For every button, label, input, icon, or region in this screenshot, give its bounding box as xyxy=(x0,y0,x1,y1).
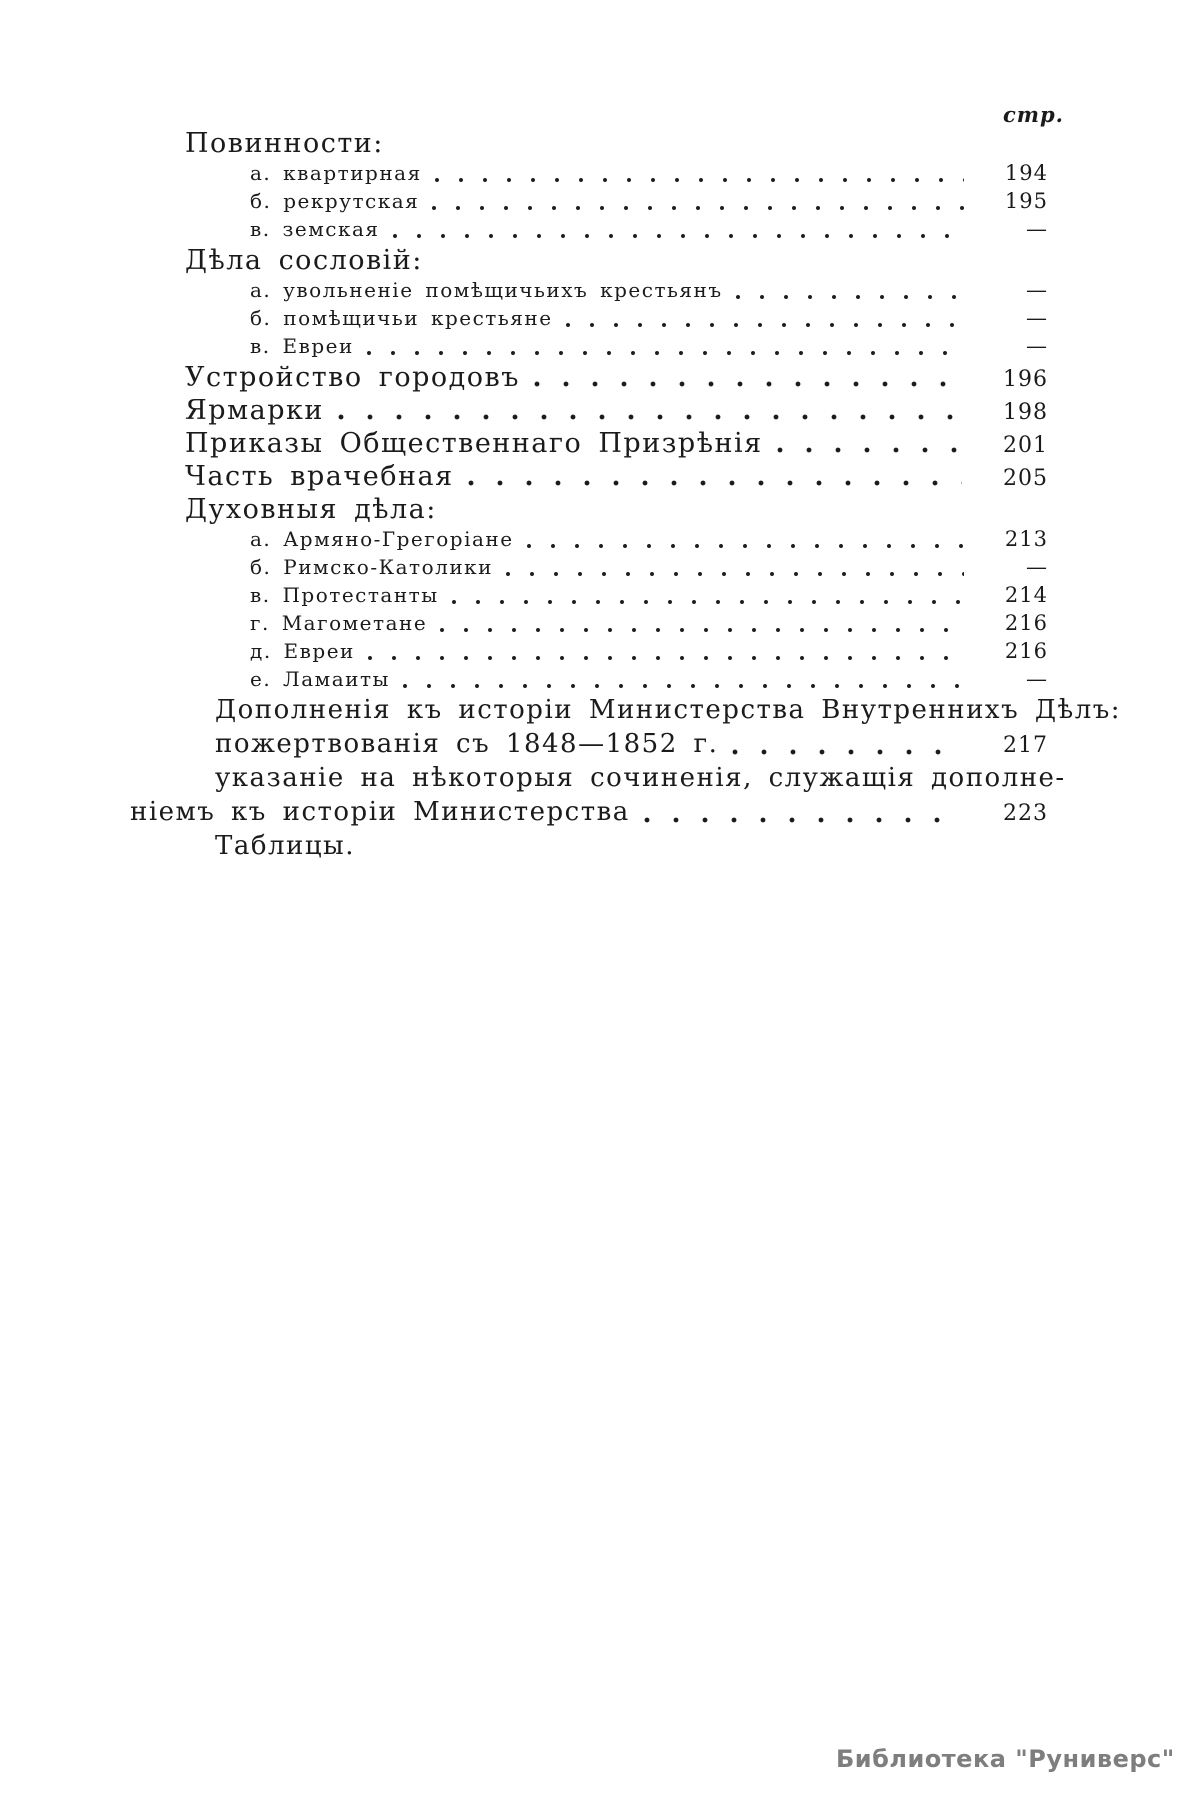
toc-entry-label: Повинности: xyxy=(185,128,384,159)
toc-entry-label: Дополненія къ исторіи Министерства Внутреннихъ Дѣлъ: xyxy=(215,695,1122,725)
toc-entry xyxy=(130,797,1048,831)
toc-entry xyxy=(250,278,1048,306)
leader-dots xyxy=(451,598,964,606)
toc-entry xyxy=(215,729,1048,763)
toc-entry-page: — xyxy=(1026,306,1048,330)
toc-entry-label: ніемъ къ исторіи Министерства xyxy=(130,797,630,827)
toc-entry-page: 217 xyxy=(1003,733,1048,758)
toc-entry-label: а. квартирная xyxy=(250,161,422,185)
toc-entry xyxy=(250,189,1048,217)
toc-entry-label: пожертвованія съ 1848—1852 г. xyxy=(215,729,719,759)
toc-entry xyxy=(185,245,1048,278)
toc-entry xyxy=(250,306,1048,334)
page-column-header: стр. xyxy=(1002,102,1064,127)
leader-dots xyxy=(565,321,964,329)
toc-entry xyxy=(215,831,1048,865)
toc-entry xyxy=(185,494,1048,527)
toc-entry xyxy=(250,639,1048,667)
toc-entry-label: Духовныя дѣла: xyxy=(185,494,437,525)
toc-entry xyxy=(250,667,1048,695)
toc-entry xyxy=(215,763,1066,797)
toc-entry xyxy=(250,527,1048,555)
toc-entry-label: в. Протестанты xyxy=(250,583,439,607)
toc-entry-page: 201 xyxy=(1003,433,1048,458)
table-of-contents xyxy=(130,128,1122,865)
toc-entry-page: 214 xyxy=(1004,583,1048,607)
toc-entry-page: — xyxy=(1026,334,1048,358)
leader-dots xyxy=(439,626,964,634)
toc-entry-label: указаніе на нѣкоторыя сочиненія, служащія дополне- xyxy=(215,763,1066,793)
toc-entry-label: Приказы Общественнаго Призрѣнія xyxy=(185,428,763,459)
toc-entry-page: 195 xyxy=(1004,189,1048,213)
library-watermark: Библиотека "Руниверс" xyxy=(836,1745,1175,1773)
toc-entry xyxy=(250,161,1048,189)
leader-dots xyxy=(468,479,962,487)
toc-entry-label: д. Евреи xyxy=(250,639,355,663)
leader-dots xyxy=(338,413,962,421)
leader-dots xyxy=(434,176,964,184)
toc-entry xyxy=(185,461,1048,494)
toc-entry-label: Часть врачебная xyxy=(185,461,454,492)
toc-entry xyxy=(250,555,1048,583)
leader-dots xyxy=(777,446,962,454)
toc-entry xyxy=(185,362,1048,395)
toc-entry-page: 213 xyxy=(1004,527,1048,551)
toc-entry-label: Таблицы. xyxy=(215,831,356,861)
toc-entry-page: 194 xyxy=(1004,161,1048,185)
toc-entry-page: 205 xyxy=(1003,466,1048,491)
toc-entry-page: 196 xyxy=(1003,367,1048,392)
leader-dots xyxy=(366,349,964,357)
toc-entry-page: 216 xyxy=(1004,611,1048,635)
toc-entry-label: б. помѣщичьи крестьяне xyxy=(250,306,553,330)
leader-dots xyxy=(732,748,962,756)
leader-dots xyxy=(735,293,964,301)
toc-entry-label: б. Римско-Католики xyxy=(250,555,493,579)
leader-dots xyxy=(526,542,964,550)
toc-entry-label: а. увольненіе помѣщичьихъ крестьянъ xyxy=(250,278,723,302)
toc-entry-label: е. Ламаиты xyxy=(250,667,390,691)
toc-entry-page: 223 xyxy=(1003,801,1048,826)
toc-entry-page: 216 xyxy=(1004,639,1048,663)
toc-entry-label: Дѣла сословій: xyxy=(185,245,423,276)
toc-entry xyxy=(250,611,1048,639)
toc-entry xyxy=(250,583,1048,611)
toc-entry xyxy=(185,428,1048,461)
leader-dots xyxy=(392,232,964,240)
toc-entry-label: в. земская xyxy=(250,217,380,241)
leader-dots xyxy=(367,654,964,662)
toc-entry-label: Ярмарки xyxy=(185,395,324,426)
leader-dots xyxy=(505,570,964,578)
leader-dots xyxy=(644,816,962,824)
toc-entry-page: — xyxy=(1026,667,1048,691)
leader-dots xyxy=(402,682,964,690)
toc-entry-label: б. рекрутская xyxy=(250,189,420,213)
toc-entry-page: 198 xyxy=(1003,400,1048,425)
toc-entry xyxy=(185,395,1048,428)
toc-entry xyxy=(250,334,1048,362)
toc-entry-page: — xyxy=(1026,217,1048,241)
toc-entry xyxy=(215,695,1122,729)
toc-entry xyxy=(185,128,1048,161)
leader-dots xyxy=(431,204,964,212)
toc-entry-label: Устройство городовъ xyxy=(185,362,520,393)
toc-entry-label: г. Магометане xyxy=(250,611,428,635)
leader-dots xyxy=(534,380,962,388)
toc-entry-page: — xyxy=(1026,555,1048,579)
toc-entry-page: — xyxy=(1026,278,1048,302)
toc-entry-label: а. Армяно-Грегоріане xyxy=(250,527,514,551)
toc-entry xyxy=(250,217,1048,245)
toc-entry-label: в. Евреи xyxy=(250,334,354,358)
